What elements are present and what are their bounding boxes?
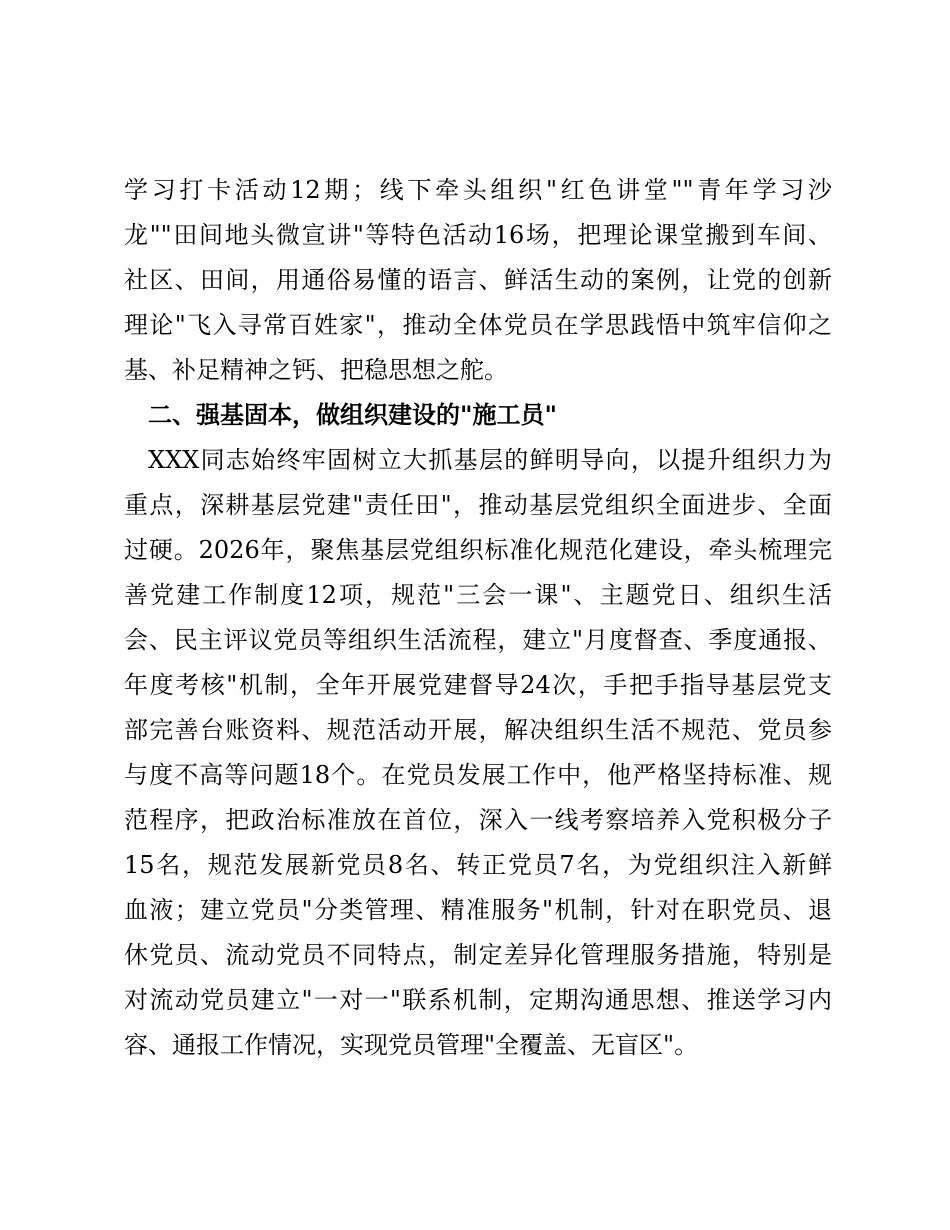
- paragraph-line: 范程序，把政治标准放在首位，深入一线考察培养入党积极分子: [124, 806, 832, 834]
- paragraph-line: 部完善台账资料、规范活动开展，解决组织生活不规范、党员参: [124, 716, 832, 744]
- section-heading: 二、强基固本，做组织建设的"施工员": [148, 401, 558, 429]
- paragraph-line: 过硬。2026年，聚焦基层党组织标准化规范化建设，牵头梳理完: [124, 536, 832, 564]
- paragraph-line: 善党建工作制度12项，规范"三会一课"、主题党日、组织生活: [124, 581, 832, 609]
- paragraph-line: 与度不高等问题18个。在党员发展工作中，他严格坚持标准、规: [124, 761, 832, 789]
- paragraph-line: 容、通报工作情况，实现党员管理"全覆盖、无盲区"。: [124, 1031, 699, 1059]
- paragraph-line: 重点，深耕基层党建"责任田"，推动基层党组织全面进步、全面: [124, 491, 832, 519]
- paragraph-line: 会、民主评议党员等组织生活流程，建立"月度督查、季度通报、: [124, 626, 832, 654]
- paragraph-line: 理论"飞入寻常百姓家"，推动全体党员在学思践悟中筑牢信仰之: [124, 311, 832, 339]
- document-body: [124, 168, 832, 1068]
- paragraph-line: 年度考核"机制，全年开展党建督导24次，手把手指导基层党支: [124, 671, 832, 699]
- paragraph-line: 休党员、流动党员不同特点，制定差异化管理服务措施，特别是: [124, 941, 832, 969]
- paragraph-line: 社区、田间，用通俗易懂的语言、鲜活生动的案例，让党的创新: [124, 266, 832, 294]
- paragraph-line: 龙""田间地头微宣讲"等特色活动16场，把理论课堂搬到车间、: [124, 221, 832, 249]
- paragraph-line: 血液；建立党员"分类管理、精准服务"机制，针对在职党员、退: [124, 896, 832, 924]
- paragraph-line: 15名，规范发展新党员8名、转正党员7名，为党组织注入新鲜: [124, 851, 832, 879]
- paragraph-line: 基、补足精神之钙、把稳思想之舵。: [124, 356, 508, 384]
- paragraph-line: XXX同志始终牢固树立大抓基层的鲜明导向，以提升组织力为: [148, 446, 832, 474]
- paragraph-line: 学习打卡活动12期；线下牵头组织"红色讲堂""青年学习沙: [124, 176, 832, 204]
- paragraph-line: 对流动党员建立"一对一"联系机制，定期沟通思想、推送学习内: [124, 986, 832, 1014]
